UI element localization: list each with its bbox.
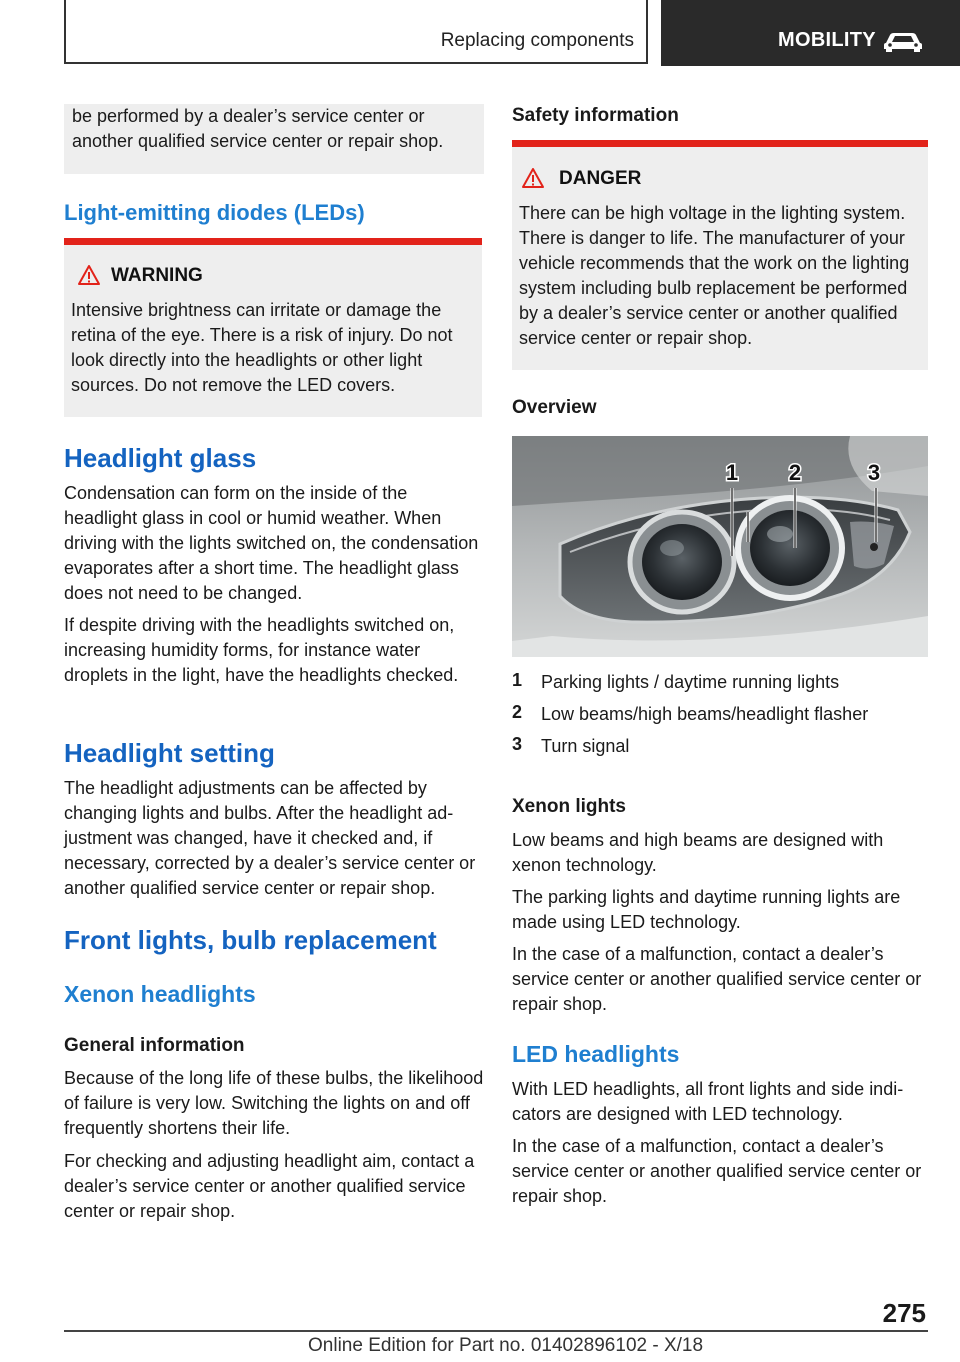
led-heading: Light-emitting diodes (LEDs): [64, 200, 365, 225]
footer-rule: [64, 1330, 928, 1332]
xenon-lights-heading: Xenon lights: [512, 796, 626, 817]
safety-information-heading: Safety information: [512, 105, 679, 126]
warning-red-rule: [64, 238, 482, 245]
warning-triangle-icon: [77, 264, 101, 286]
danger-title: DANGER: [559, 168, 642, 189]
led-paragraph-2: In the case of a malfunction, contact a dealer’s service center or another qualified service center or repair shop.: [512, 1136, 922, 1206]
xenon-headlights-heading: Xenon headlights: [64, 981, 256, 1007]
headlight-glass-paragraph-2: If despite driving with the headlights switched on, increasing humidity forms, for instance water droplets in the light, have the headlights checked.: [64, 615, 459, 685]
headlight-setting-heading: Headlight setting: [64, 738, 275, 768]
car-icon: [882, 30, 924, 52]
callout-3: 3: [867, 460, 881, 485]
header-tab-label: MOBILITY: [778, 29, 876, 51]
legend-text-1: Parking lights / daytime running lights: [541, 672, 840, 692]
carry-over-text: be performed by a dealer’s service center or another qualified service center or repair shop.: [72, 106, 444, 151]
danger-triangle-icon: [521, 167, 545, 189]
general-information-heading: General information: [64, 1035, 245, 1056]
carry-over-box: [64, 104, 484, 174]
overview-heading: Overview: [512, 397, 597, 418]
page-number: 275: [882, 1298, 926, 1328]
callout-2: 2: [788, 460, 802, 485]
led-headlights-heading: LED headlights: [512, 1041, 680, 1067]
footer-edition-text: Online Edition for Part no. 01402896102 - X/18: [308, 1335, 704, 1356]
general-paragraph-2: For checking and adjusting headlight aim, contact a dealer’s service center or another qualified service center or repair shop.: [64, 1151, 475, 1221]
headlight-setting-paragraph: The headlight adjustments can be affected by changing lights and bulbs. After the headlight adjustment was changed, have it checked and, if necessary, corrected by a dealer’s service center or another qualified service center or repair shop.: [64, 778, 476, 898]
legend-text-3: Turn signal: [541, 736, 630, 756]
xenon-paragraph-3: In the case of a malfunction, contact a dealer’s service center or another qualified service center or repair shop.: [512, 944, 922, 1014]
headlight-glass-paragraph-1: Condensation can form on the inside of the headlight glass in cool or humid weather. When driving with the lights switched on, the condensation evaporates after a short time. The headlight glass does not need to be changed.: [64, 483, 479, 603]
headlight-glass-heading: Headlight glass: [64, 443, 257, 473]
legend-text-2: Low beams/high beams/headlight flasher: [541, 704, 869, 724]
xenon-paragraph-2: The parking lights and daytime running lights are made using LED technology.: [512, 887, 901, 932]
warning-title: WARNING: [111, 265, 203, 286]
legend-number-3: 3: [512, 734, 523, 754]
legend-number-2: 2: [512, 702, 523, 722]
headlight-photo: [512, 436, 928, 657]
danger-text: There can be high voltage in the lighting system. There is danger to life. The manufacturer of your vehicle recommends that the work on the lighting system including bulb replacement be performed by a dealer’s service center or another qualified service center or repair shop.: [519, 203, 910, 348]
warning-text: Intensive brightness can irritate or damage the retina of the eye. There is a risk of injury. Do not look directly into the headlights or other light sources. Do not remove the LED covers.: [71, 300, 453, 395]
general-paragraph-1: Because of the long life of these bulbs, the likelihood of failure is very low. Switching the lights on and off frequently shortens their life.: [64, 1068, 484, 1138]
xenon-paragraph-1: Low beams and high beams are designed with xenon technology.: [512, 830, 884, 875]
header-section-title: Replacing components: [440, 30, 634, 51]
danger-red-rule: [512, 140, 928, 147]
front-lights-heading: Front lights, bulb replacement: [64, 925, 437, 955]
led-paragraph-1: With LED headlights, all front lights and side indicators are designed with LED technology.: [512, 1079, 904, 1124]
callout-1: 1: [725, 460, 739, 485]
legend-number-1: 1: [512, 670, 523, 690]
